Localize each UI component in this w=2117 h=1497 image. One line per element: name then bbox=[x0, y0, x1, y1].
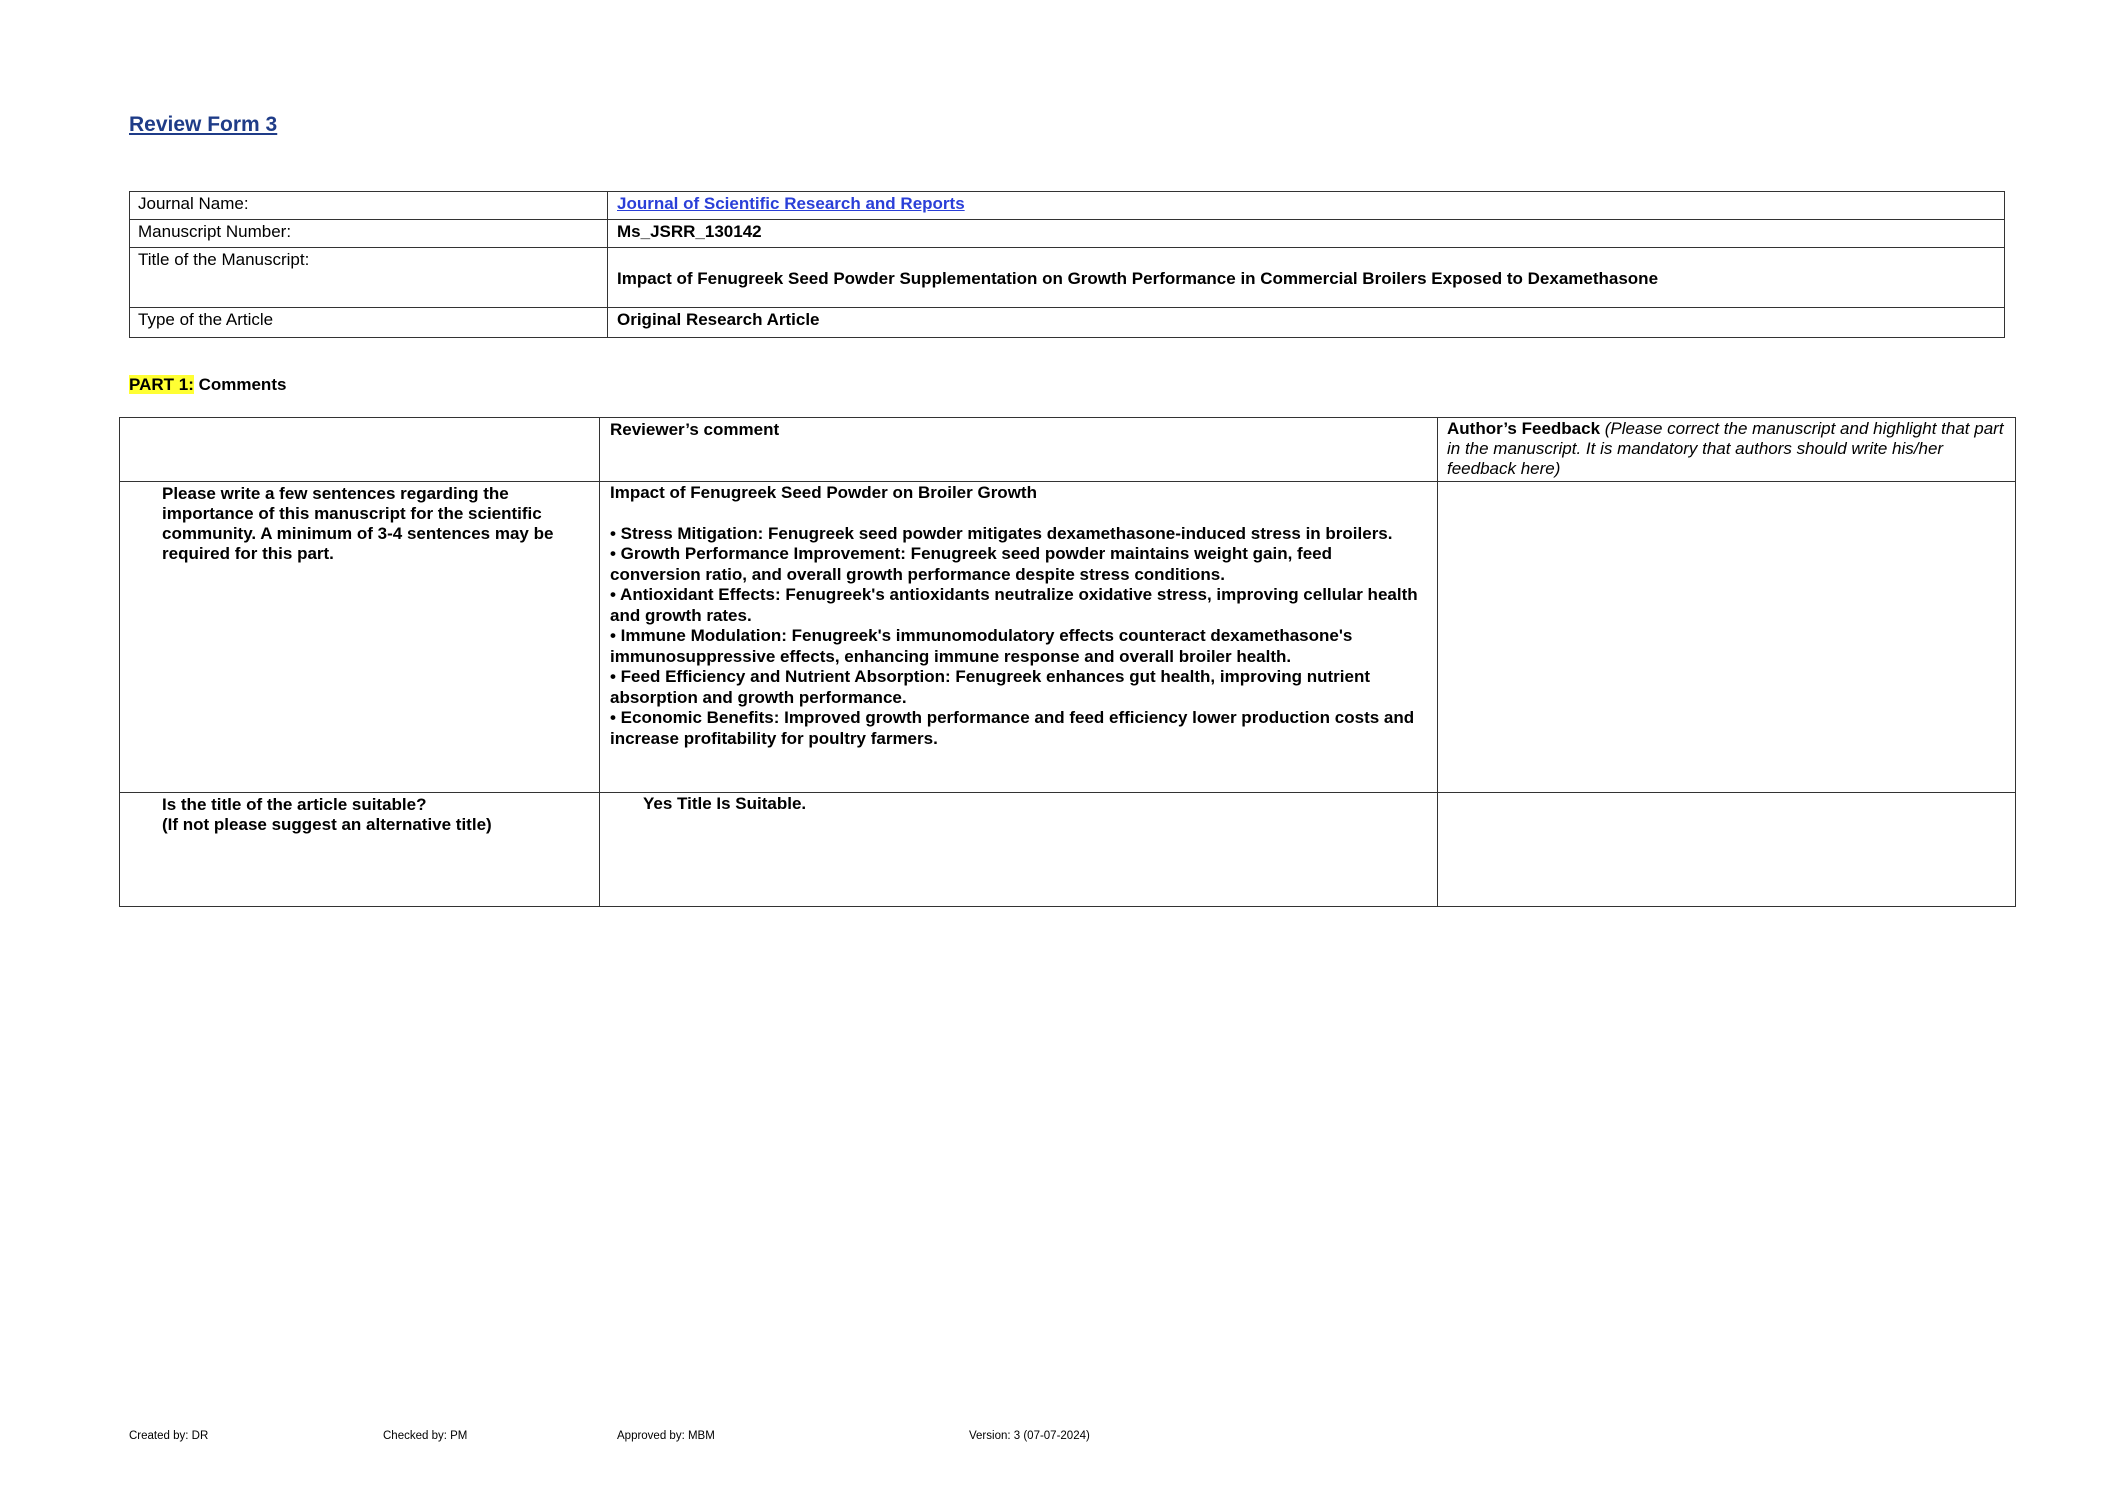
footer-created-by: Created by: DR bbox=[129, 1430, 209, 1442]
part-1-label: PART 1: bbox=[129, 375, 194, 394]
importance-author-feedback[interactable] bbox=[1438, 482, 2016, 793]
article-type-label: Type of the Article bbox=[130, 308, 608, 338]
comment-point-feed-efficiency: • Feed Efficiency and Nutrient Absorption: Fenugreek enhances gut health, improving nutrient absorption and growth performance. bbox=[610, 667, 1371, 707]
manuscript-title-value: Impact of Fenugreek Seed Powder Supplementation on Growth Performance in Commercial Broilers Exposed to Dexamethasone bbox=[608, 248, 2005, 308]
footer-checked-by: Checked by: PM bbox=[383, 1430, 468, 1442]
journal-name-cell bbox=[608, 192, 2005, 220]
journal-name-row bbox=[130, 192, 2005, 220]
importance-question: Please write a few sentences regarding the importance of this manuscript for the scientific community. A minimum of 3-4 sentences may be required for this part. bbox=[120, 482, 600, 793]
comment-point-growth: • Growth Performance Improvement: Fenugreek seed powder maintains weight gain, feed conversion ratio, and overall growth performance despite stress conditions. bbox=[610, 544, 1332, 584]
comment-point-immune: • Immune Modulation: Fenugreek's immunomodulatory effects counteract dexamethasone's immunosuppressive effects, enhancing immune response and overall broiler health. bbox=[610, 626, 1353, 666]
journal-name-link[interactable]: Journal of Scientific Research and Reports bbox=[617, 194, 965, 213]
author-feedback-header-instructions: (Please correct the manuscript and highlight that part in the manuscript. It is mandatory that authors should write his/her feedback here) bbox=[1447, 419, 2004, 478]
manuscript-info-table bbox=[129, 191, 2005, 338]
title-suitability-question bbox=[120, 793, 600, 907]
importance-reviewer-comment[interactable] bbox=[600, 482, 1438, 793]
question-header-cell bbox=[120, 418, 600, 482]
manuscript-title-row bbox=[130, 248, 2005, 308]
manuscript-number-row bbox=[130, 220, 2005, 248]
title-question-line-2: (If not please suggest an alternative title) bbox=[162, 815, 492, 834]
article-type-value: Original Research Article bbox=[608, 308, 2005, 338]
title-author-feedback[interactable] bbox=[1438, 793, 2016, 907]
title-reviewer-comment[interactable]: Yes Title Is Suitable. bbox=[600, 793, 1438, 907]
comment-spacer bbox=[610, 504, 1427, 524]
footer-version: Version: 3 (07-07-2024) bbox=[969, 1430, 1090, 1442]
title-question-line-1: Is the title of the article suitable? bbox=[162, 795, 427, 814]
comments-header-row bbox=[120, 418, 2016, 482]
comment-point-antioxidant: • Antioxidant Effects: Fenugreek's antioxidants neutralize oxidative stress, improving cellular health and growth rates. bbox=[610, 585, 1418, 625]
comment-point-stress: • Stress Mitigation: Fenugreek seed powder mitigates dexamethasone-induced stress in broilers. bbox=[610, 523, 1393, 543]
table-row bbox=[120, 482, 2016, 793]
form-title: Review Form 3 bbox=[129, 113, 278, 136]
table-row bbox=[120, 793, 2016, 907]
comment-point-economic: • Economic Benefits: Improved growth performance and feed efficiency lower production costs and increase profitability for poultry farmers. bbox=[610, 708, 1415, 748]
comment-title: Impact of Fenugreek Seed Powder on Broiler Growth bbox=[610, 483, 1037, 502]
manuscript-number-value: Ms_JSRR_130142 bbox=[608, 220, 2005, 248]
author-feedback-header-title: Author’s Feedback bbox=[1447, 419, 1601, 438]
manuscript-number-label: Manuscript Number: bbox=[130, 220, 608, 248]
author-feedback-header bbox=[1438, 418, 2016, 482]
part-1-heading bbox=[129, 375, 286, 395]
footer-approved-by: Approved by: MBM bbox=[617, 1430, 715, 1442]
manuscript-title-label: Title of the Manuscript: bbox=[130, 248, 608, 308]
comments-table bbox=[119, 417, 2016, 907]
journal-name-label: Journal Name: bbox=[130, 192, 608, 220]
part-1-title: Comments bbox=[193, 375, 287, 394]
article-type-row bbox=[130, 308, 2005, 338]
reviewer-comment-header: Reviewer’s comment bbox=[600, 418, 1438, 482]
